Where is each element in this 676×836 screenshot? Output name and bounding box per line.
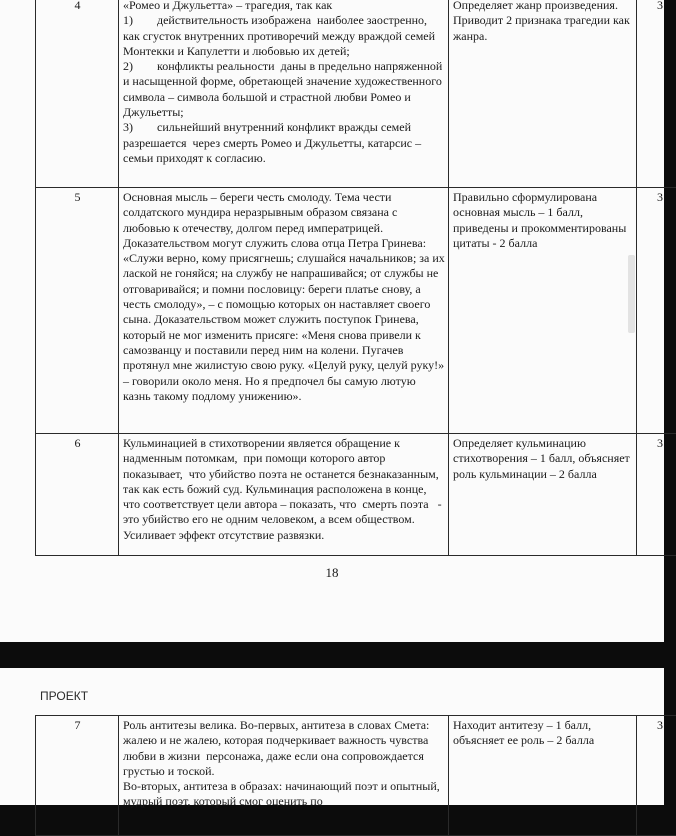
answer-line: 2) конфликты реальности даны в предельно напряженной и насыщенной форме, обретающей значение художественного символа – символа большой и страстной любви Ромео и Джульетты; xyxy=(123,59,445,120)
table-row xyxy=(36,434,676,556)
answer-line: Роль антитезы велика. Во-первых, антитеза в словах Смета: жалею и не жалею, которая подчеркивает важность чувства любви в жизни персонажа, даже если она сопровождается грустью и тоской. xyxy=(123,718,445,779)
criteria-cell: Находит антитезу – 1 балл, объясняет ее роль – 2 балла xyxy=(449,716,637,836)
answer-cell xyxy=(119,188,449,434)
answer-cell xyxy=(119,0,449,188)
task-number-cell: 7 xyxy=(36,716,119,836)
header-label: ПРОЕКТ xyxy=(40,689,88,703)
document-page-2 xyxy=(0,668,664,805)
points-cell: 3 xyxy=(637,0,676,188)
points-cell: 3 xyxy=(637,716,676,836)
answer-line: Во-вторых, антитеза в образах: начинающий поэт и опытный, мудрый поэт, который смог оценить по xyxy=(123,779,445,810)
criteria-cell: Определяет кульминацию стихотворения – 1 балл, объясняет роль кульминации – 2 балла xyxy=(449,434,637,556)
answer-line: Кульминацией в стихотворении является обращение к надменным потомкам, при помощи которого автор показывает, что убийство поэта не останется безнаказанным, так как есть божий суд. Кульминация расположена в конце, что соответствует цели автора – показать, что смерть поэта - это убийство его не одним человеком, а всем обществом. Усиливает эффект отсутствие развязки. xyxy=(123,436,445,543)
points-cell: 3 xyxy=(637,434,676,556)
answer-cell xyxy=(119,716,449,836)
answer-table-page-1 xyxy=(35,0,676,556)
scrollbar-thumb[interactable] xyxy=(628,255,635,333)
answer-line: 1) действительность изображена наиболее заостренно, как сгусток внутренних противоречий между враждой семей Монтекки и Капулетти и любовью их детей; xyxy=(123,13,445,59)
answer-line: 3) сильнейший внутренний конфликт вражды семей разрешается через смерть Ромео и Джульетты, катарсис – семьи приходят к согласию. xyxy=(123,120,445,166)
task-number-cell: 6 xyxy=(36,434,119,556)
answer-table-page-2 xyxy=(35,715,676,836)
answer-cell xyxy=(119,434,449,556)
task-number-cell: 5 xyxy=(36,188,119,434)
page-number: 18 xyxy=(0,565,664,581)
points-cell: 3 xyxy=(637,188,676,434)
answer-line: Основная мысль – береги честь смолоду. Тема чести солдатского мундира неразрывным образом связана с любовью к отечеству, долгом перед императрицей. Доказательством могут служить слова отца Петра Гринева: «Служи верно, кому присягнешь; слушайся начальников; за их лаской не гоняйся; на службу не напрашивайся; от службы не отговаривайся; и помни пословицу: береги платье снову, а честь смолоду», – с помощью которых он наставляет своего сына. Доказательством может служить поступок Гринева, который не мог изменить присяге: «Меня снова привели к самозванцу и поставили перед ним на колени. Пугачев протянул мне жилистую свою руку. «Целуй руку, целуй руку!» – говорили около меня. Но я предпочел бы самую лютую казнь такому подлому унижению». xyxy=(123,190,445,404)
table-row xyxy=(36,716,676,836)
task-number-cell: 4 xyxy=(36,0,119,188)
answer-line: «Ромео и Джульетта» – трагедия, так как xyxy=(123,0,445,13)
criteria-cell: Определяет жанр произведения. Приводит 2 признака трагедии как жанра. xyxy=(449,0,637,188)
criteria-cell: Правильно сформулирована основная мысль – 1 балл, приведены и прокомментированы цитаты - 2 балла xyxy=(449,188,637,434)
table-row xyxy=(36,0,676,188)
table-row xyxy=(36,188,676,434)
